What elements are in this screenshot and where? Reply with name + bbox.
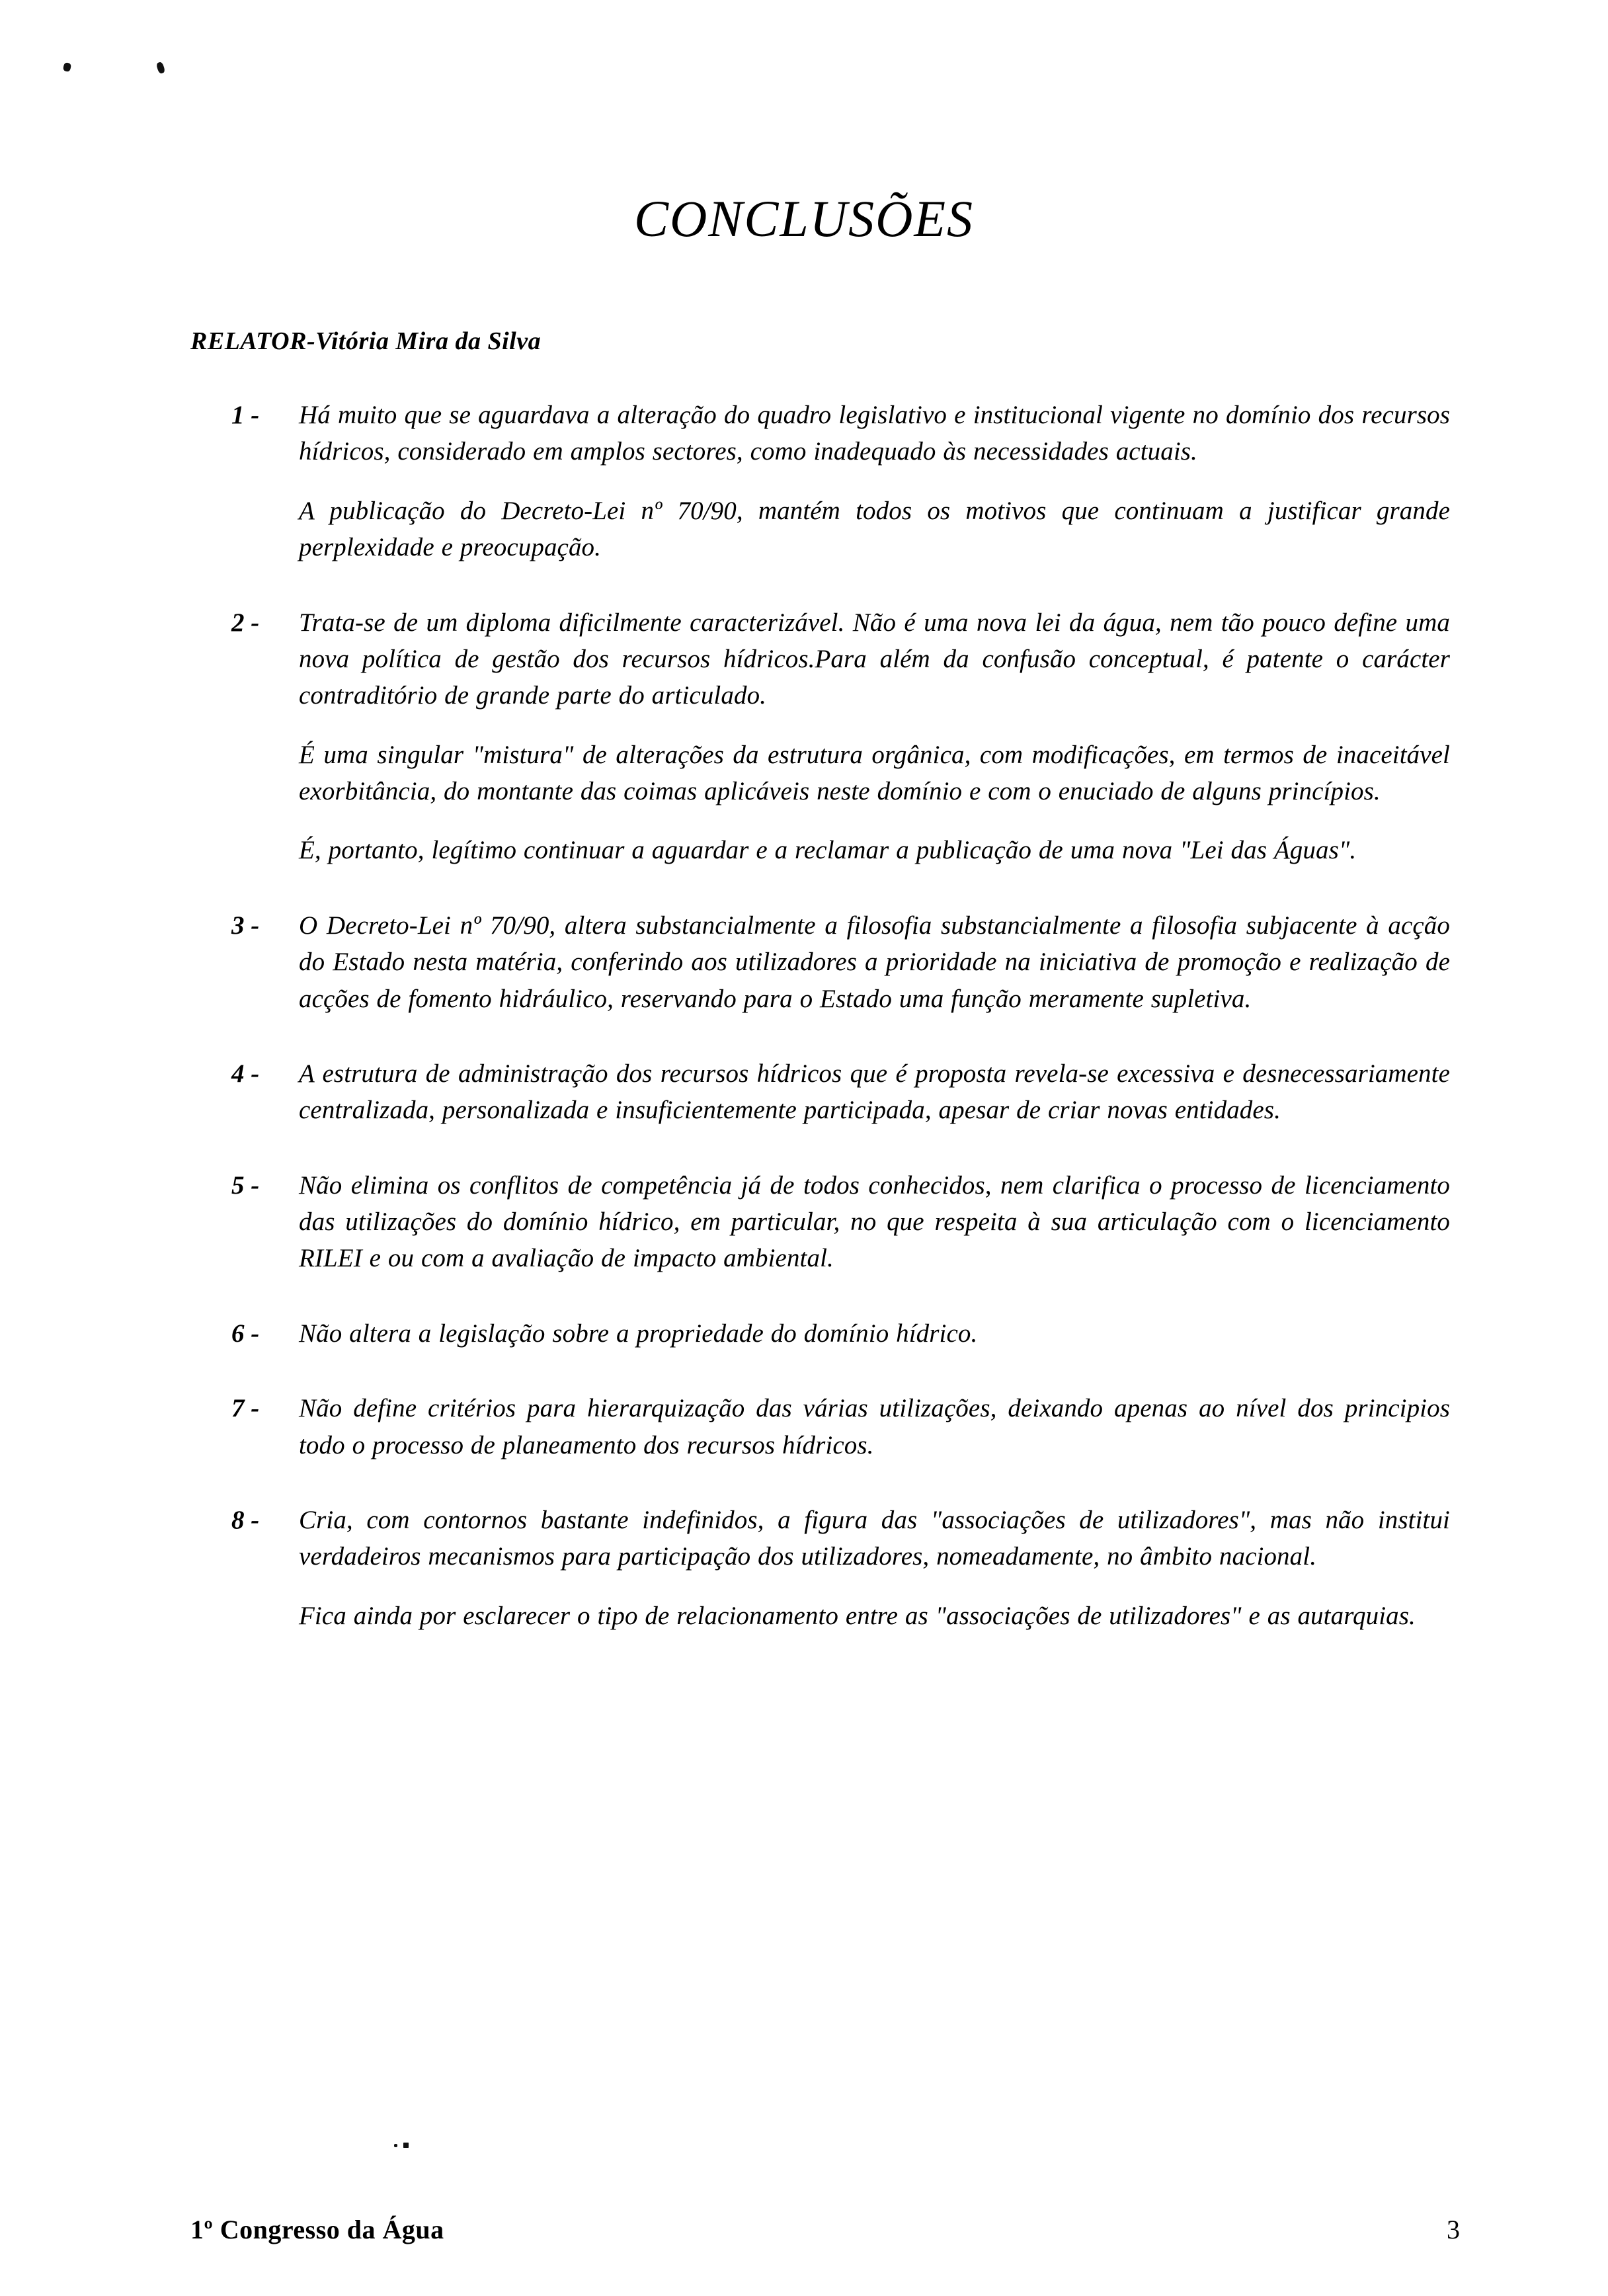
list-item xyxy=(190,604,1450,869)
list-item-paragraph: Cria, com contornos bastante indefinidos, a figura das "associações de utilizadores", mas não institui verdadeiros mecanismos para participação dos utilizadores, nomeadamente, no âmbito nacional. xyxy=(299,1505,1450,1571)
list-item xyxy=(190,1167,1450,1277)
scan-speck-icon xyxy=(63,62,71,72)
list-item-number: 2 - xyxy=(231,608,260,637)
scan-speck-icon xyxy=(156,62,166,74)
list-item-paragraph: A publicação do Decreto-Lei nº 70/90, mantém todos os motivos que continuam a justificar grande perplexidade e preocupação. xyxy=(299,496,1450,562)
list-item-paragraph: Não altera a legislação sobre a propriedade do domínio hídrico. xyxy=(299,1319,978,1348)
conclusions-list xyxy=(190,397,1450,1664)
list-item-paragraph: O Decreto-Lei nº 70/90, altera substancialmente a filosofia substancialmente a filosofia subjacente à acção do Estado nesta matéria, conferindo aos utilizadores a prioridade na iniciativa de promoção e realização de acções de fomento hidráulico, reservando para o Estado uma função meramente supletiva. xyxy=(299,911,1450,1013)
scan-speck-icon xyxy=(403,2143,409,2148)
page-title: CONCLUSÕES xyxy=(633,190,975,248)
list-item-number: 1 - xyxy=(231,401,260,429)
list-item xyxy=(190,397,1450,566)
scan-speck-icon xyxy=(394,2144,397,2147)
list-item-number: 6 - xyxy=(231,1319,260,1348)
list-item-number: 7 - xyxy=(231,1394,260,1423)
list-item-paragraph: Fica ainda por esclarecer o tipo de relacionamento entre as "associações de utilizadores" e as autarquias. xyxy=(299,1601,1416,1630)
list-item-paragraph: É uma singular "mistura" de alterações da estrutura orgânica, com modificações, em termos de inaceitável exorbitância, do montante das coimas aplicáveis neste domínio e com o enuciado de alguns princípios. xyxy=(299,740,1450,805)
list-item-paragraph: É, portanto, legítimo continuar a aguardar e a reclamar a publicação de uma nova "Lei das Águas". xyxy=(299,836,1357,865)
list-item xyxy=(190,1315,1450,1352)
list-item-number: 5 - xyxy=(231,1170,260,1200)
page-footer xyxy=(190,2214,1460,2245)
list-item-paragraph: Não elimina os conflitos de competência já de todos conhecidos, nem clarifica o processo de licenciamento das utilizações do domínio hídrico, em particular, no que respeita à sua articulação com o licenciamento RILEI e ou com a avaliação de impacto ambiental. xyxy=(299,1170,1450,1273)
list-item xyxy=(190,1390,1450,1463)
list-item xyxy=(190,907,1450,1017)
list-item-number: 4 - xyxy=(231,1059,260,1088)
footer-conference-name: 1º Congresso da Água xyxy=(190,2215,444,2244)
list-item-paragraph: Trata-se de um diploma dificilmente caracterizável. Não é uma nova lei da água, nem tão pouco define uma nova política de gestão dos recursos hídricos.Para além da confusão conceptual, é patente o carácter contraditório de grande parte do articulado. xyxy=(299,608,1450,710)
list-item-number: 3 - xyxy=(231,911,260,940)
list-item xyxy=(190,1502,1450,1634)
list-item-number: 8 - xyxy=(231,1505,260,1534)
list-item-paragraph: A estrutura de administração dos recursos hídricos que é proposta revela-se excessiva e desnecessariamente centralizada, personalizada e insuficientemente participada, apesar de criar novas entidades. xyxy=(299,1059,1450,1125)
list-item xyxy=(190,1055,1450,1129)
list-item-paragraph: Há muito que se aguardava a alteração do quadro legislativo e institucional vigente no domínio dos recursos hídricos, considerado em amplos sectores, como inadequado às necessidades actuais. xyxy=(299,401,1450,466)
list-item-paragraph: Não define critérios para hierarquização das várias utilizações, deixando apenas ao nível dos principios todo o processo de planeamento dos recursos hídricos. xyxy=(299,1394,1450,1459)
footer-page-number: 3 xyxy=(1447,2215,1460,2244)
relator-line: RELATOR-Vitória Mira da Silva xyxy=(190,327,542,355)
